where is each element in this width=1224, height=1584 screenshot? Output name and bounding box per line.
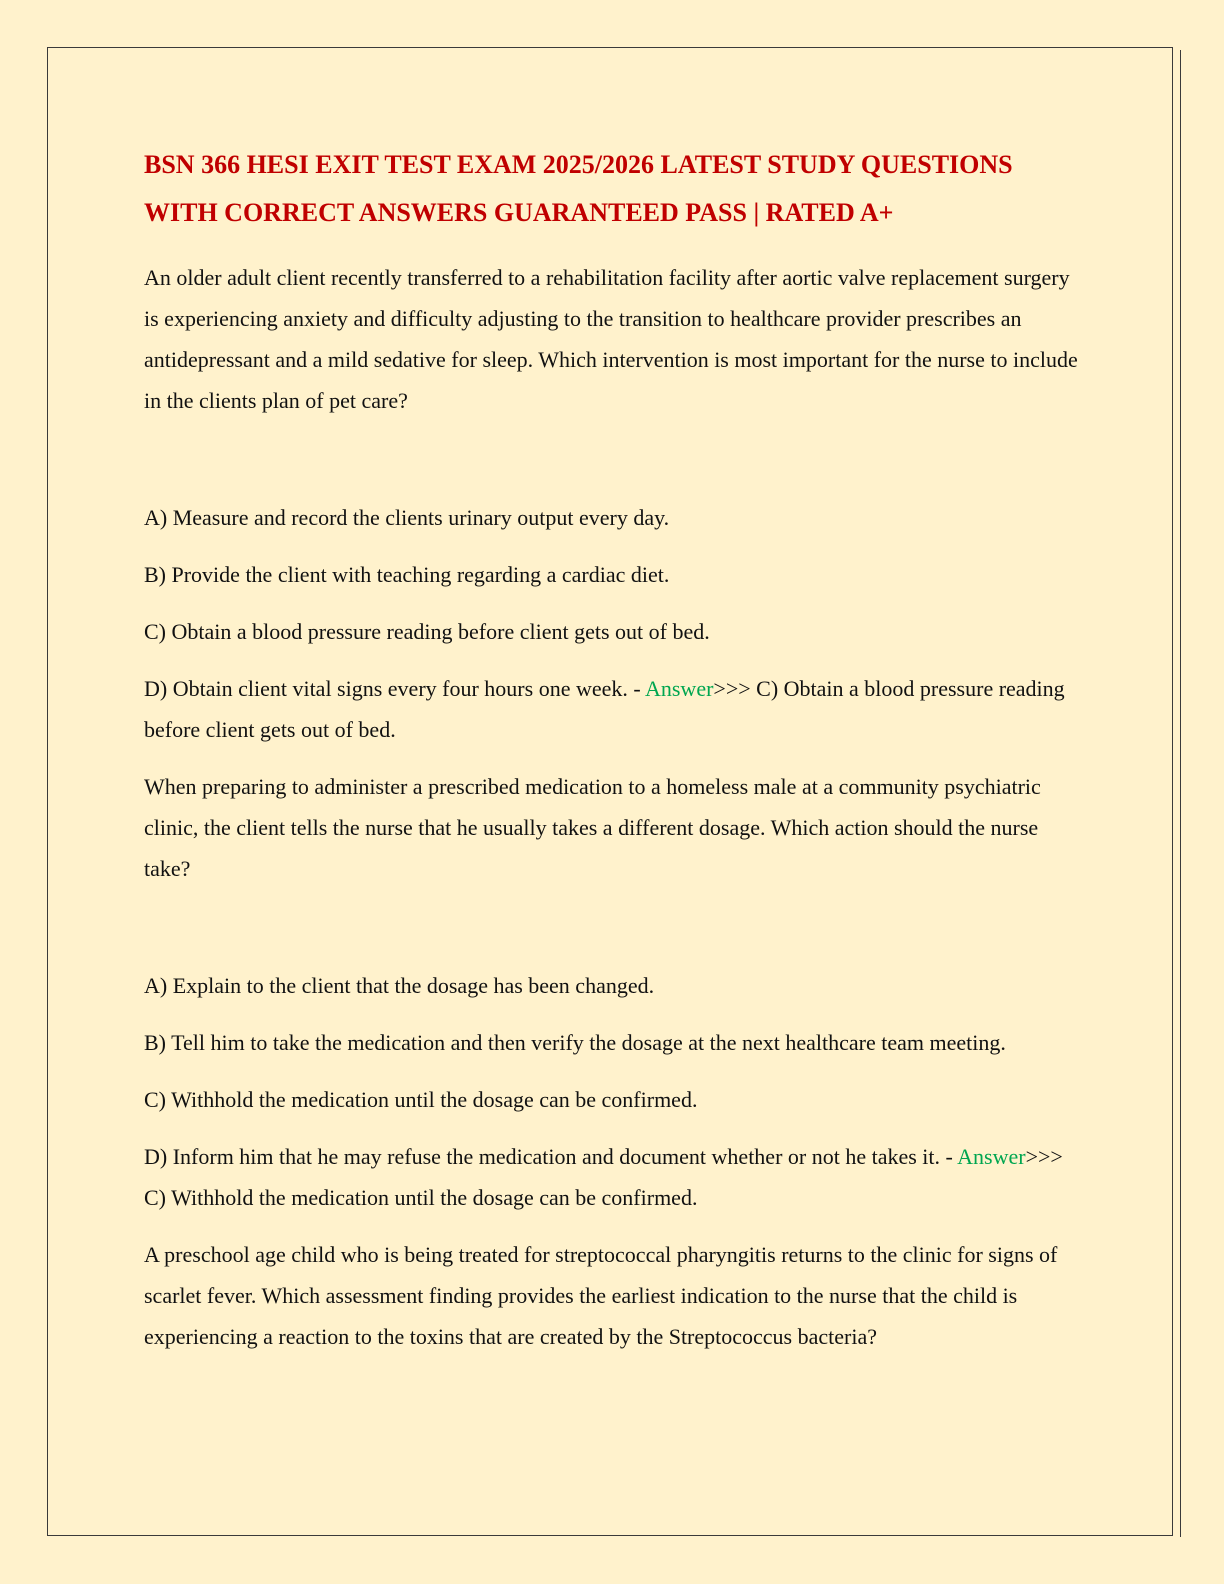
option-b: B) Provide the client with teaching regarding a cardiac diet.: [144, 562, 670, 587]
option-b: B) Tell him to take the medication and then verify the dosage at the next healthcare team meeting.: [144, 1030, 1006, 1055]
option-d-with-answer: [144, 1136, 1084, 1218]
option-a: A) Explain to the client that the dosage has been changed.: [144, 973, 655, 998]
option-c: C) Obtain a blood pressure reading before client gets out of bed.: [144, 619, 710, 644]
question-block-2: [144, 766, 1084, 1218]
option-c: C) Withhold the medication until the dosage can be confirmed.: [144, 1087, 698, 1112]
answer-text: >>> C) Withhold the medication until the dosage can be confirmed.: [144, 1144, 1063, 1210]
document-title: BSN 366 HESI EXIT TEST EXAM 2025/2026 LATEST STUDY QUESTIONS WITH CORRECT ANSWERS GUARANTEED PASS | RATED A+: [144, 150, 1013, 227]
answer-label: Answer: [644, 676, 714, 701]
option-a: A) Measure and record the clients urinary output every day.: [144, 505, 670, 530]
question-stem: A preschool age child who is being treated for streptococcal pharyngitis returns to the clinic for signs of scarlet fever. Which assessment finding provides the earliest indication to the nurse that the child is experiencing a reaction to the toxins that are created by the Streptococcus bacteria?: [144, 1242, 1058, 1349]
option-d: D) Inform him that he may refuse the medication and document whether or not he takes it. -: [144, 1144, 958, 1169]
question-block-1: [144, 257, 1084, 750]
option-d-with-answer: [144, 668, 1084, 750]
answer-label: Answer: [957, 1144, 1026, 1169]
question-stem: When preparing to administer a prescribed medication to a homeless male at a community psychiatric clinic, the client tells the nurse that he usually takes a different dosage. Which action should the nurse take?: [144, 774, 1041, 881]
document-body: [144, 141, 1084, 1357]
option-d: D) Obtain client vital signs every four hours one week. -: [144, 676, 645, 701]
question-stem: An older adult client recently transferred to a rehabilitation facility after aortic valve replacement surgery is experiencing anxiety and difficulty adjusting to the transition to healthcare provider prescribes an antidepressant and a mild sedative for sleep. Which intervention is most important for the nurse to include in the clients plan of pet care?: [144, 265, 1078, 413]
question-block-3: [144, 1234, 1084, 1357]
answer-text: >>> C) Obtain a blood pressure reading before client gets out of bed.: [144, 676, 1065, 742]
